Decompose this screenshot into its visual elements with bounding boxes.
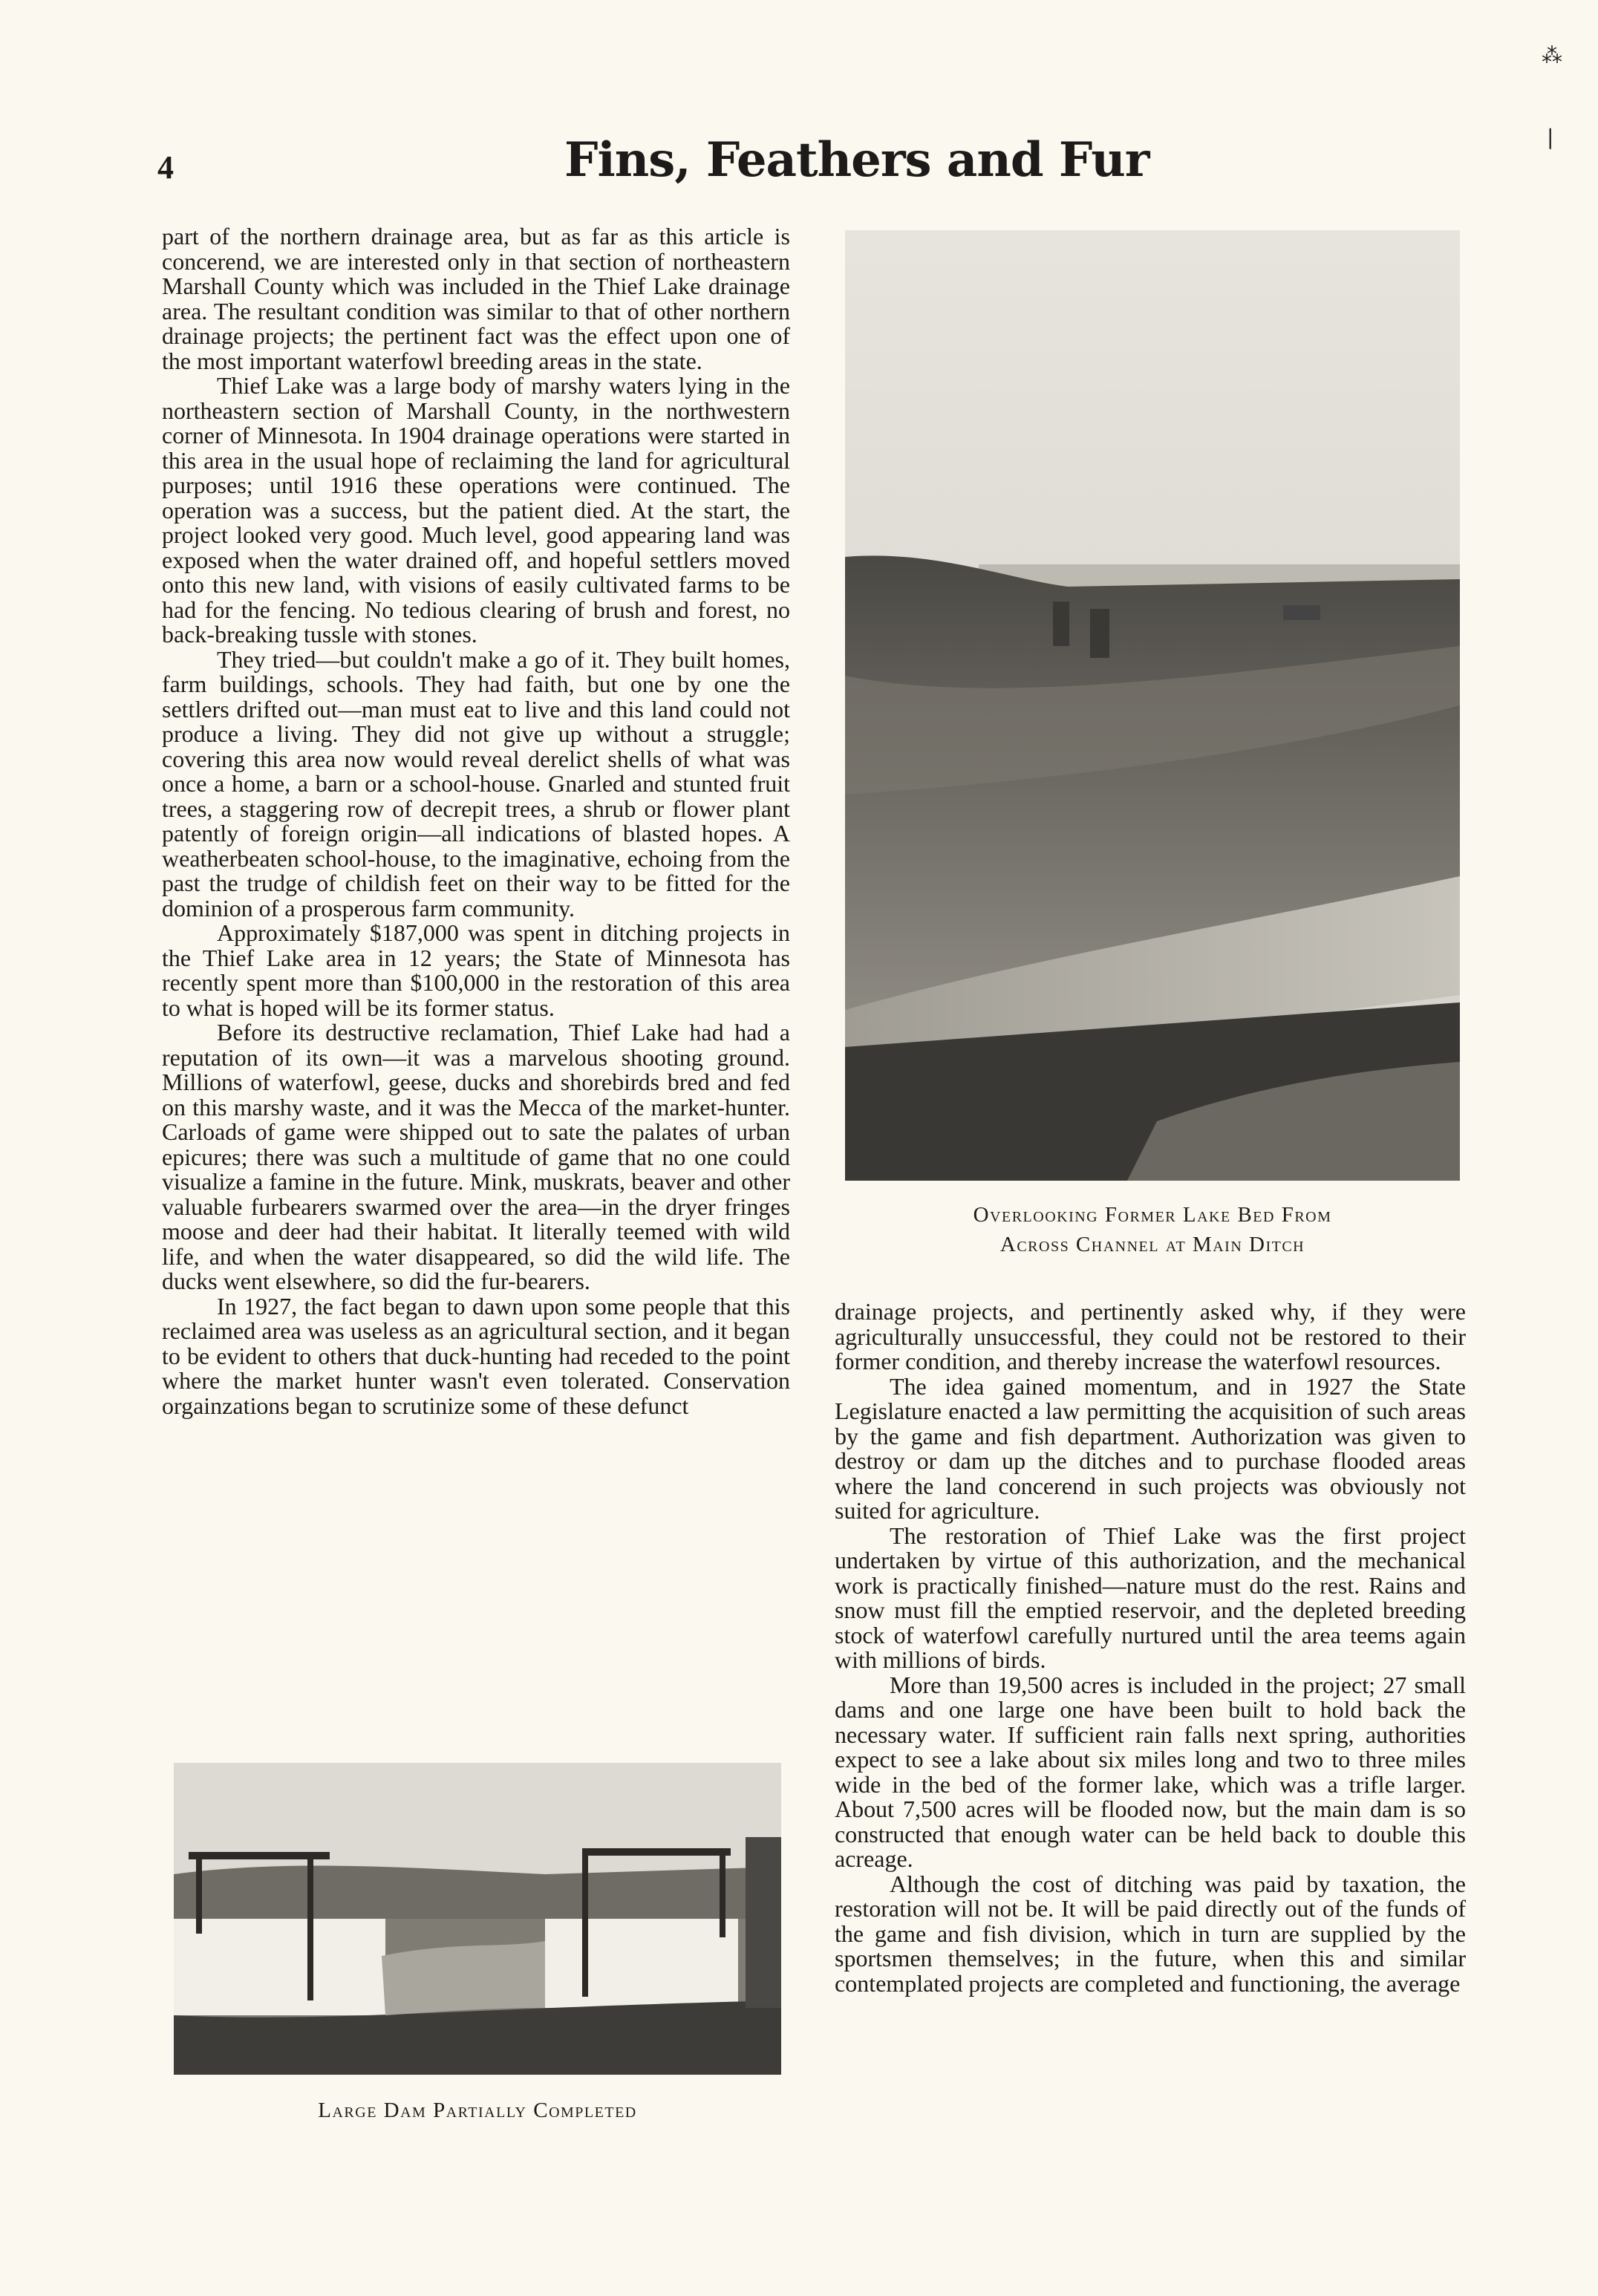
margin-mark: ❘: [1542, 126, 1559, 149]
paragraph: They tried—but couldn't make a go of it. They built homes, farm buildings, schools. They had faith, but one by one the settlers drifted out—man must eat to live and this land could not produce a living. They did not give up without a struggle; covering this area now would reveal derelict shells of what was once a home, a barn or a school-house. Gnarled and stunted fruit trees, a staggering row of decrepit trees, a shrub or flower plant patently of foreign origin—all indications of blasted hopes. A weatherbeaten school-house, to the imaginative, echoing from the past the trudge of childish feet on their way to be fitted for the dominion of a prosperous farm community.: [162, 645, 790, 922]
paragraph: The restoration of Thief Lake was the first project undertaken by virtue of this authorization, and the mechanical work is practically finished—nature must do the rest. Rains and snow must fill the emptied reservoir, and the depleted breeding stock of waterfowl carefully nurtured until the area teems again with millions of birds.: [835, 1522, 1466, 1673]
paragraph: The idea gained momentum, and in 1927 the State Legislature enacted a law permitting the acquisition of such areas by the game and fish department. Authorization was given to destroy or dam up the ditches and to purchase flooded areas where the land concerend in such projects was obviously not suited for agriculture.: [835, 1372, 1466, 1524]
caption-line: Across Channel at Main Ditch: [999, 1233, 1305, 1256]
paragraph: Approximately $187,000 was spent in ditching projects in the Thief Lake area in 12 years; the State of Minnesota has recently spent more than $100,000 in the restoration of this area to what is hoped will be its former status.: [162, 919, 790, 1021]
caption-line: Large Dam Partially Completed: [318, 2098, 637, 2122]
paragraph: More than 19,500 acres is included in the project; 27 small dams and one large one have been built to hold back the necessary water. If sufficient rain falls next spring, authorities expect to see a lake about six miles long and two to three miles wide in the bed of the former lake, which was a trifle larger. About 7,500 acres will be flooded now, but the main dam is so constructed that enough water can be held back to double this acreage.: [835, 1671, 1466, 1872]
masthead-title: Fins, Feathers and Fur: [564, 132, 1149, 188]
caption-line: Overlooking Former Lake Bed From: [973, 1203, 1332, 1227]
paragraph: drainage projects, and pertinently asked why, if they were agriculturally unsuccessful, they could not be restored to their former condition, and thereby increase the waterfowl resources.: [835, 1298, 1466, 1374]
lake-bed-photo: [845, 230, 1460, 1181]
paragraph: Although the cost of ditching was paid by taxation, the restoration will not be. It will be paid directly out of the funds of the game and fish division, which in turn are supplied by the sportsmen themselves; in the future, when this and similar contemplated projects are completed and functioning, the average: [835, 1870, 1466, 1997]
lake-bed-photo-image: [845, 230, 1460, 1181]
article-column-right: [835, 1299, 1466, 1996]
paragraph: Before its destructive reclamation, Thief Lake had had a reputation of its own—it was a marvelous shooting ground. Millions of waterfowl, geese, ducks and shorebirds bred and fed on this marshy waste, and it was the Mecca of the market-hunter. Carloads of game were shipped out to sate the palates of urban epicures; there was such a multitude of game that no one could visualize a famine in the future. Mink, muskrats, beaver and other valuable furbearers swarmed over the area—in the dryer fringes moose and deer had their habitat. It literally teemed with wild life, and when the water disappeared, so did the wild life. The ducks went elsewhere, so did the fur-bearers.: [162, 1019, 790, 1294]
dam-photo: [174, 1763, 781, 2075]
dam-caption: [174, 2096, 781, 2125]
lake-bed-caption: [845, 1200, 1460, 1259]
page-number: 4: [157, 149, 174, 186]
paragraph: In 1927, the fact began to dawn upon some people that this reclaimed area was useless as an agricultural section, and it began to be evident to others that duck-hunting had receded to the point where the market hunter wasn't even tolerated. Conservation orgainzations began to scrutinize some of these defunct: [162, 1292, 790, 1419]
dam-photo-image: [174, 1763, 781, 2075]
paragraph: part of the northern drainage area, but as far as this article is concerend, we are interested only in that section of northeastern Marshall County which was included in the Thief Lake drainage area. The resultant condition was similar to that of other northern drainage projects; the pertinent fact was the effect upon one of the most important waterfowl breeding areas in the state.: [162, 223, 790, 374]
paragraph: Thief Lake was a large body of marshy waters lying in the northeastern section of Marshall County, in the northwestern corner of Minnesota. In 1904 drainage operations were started in this area in the usual hope of reclaiming the land for agricultural purposes; until 1916 these operations were continued. The operation was a success, but the patient died. At the start, the project looked very good. Much level, good appearing land was exposed when the water drained off, and hopeful settlers moved onto this new land, with visions of easily cultivated farms to be had for the fencing. No tedious clearing of brush and forest, no back-breaking tussle with stones.: [162, 372, 790, 648]
margin-mark: ⁂: [1542, 45, 1562, 68]
article-column-left: [162, 224, 790, 1418]
